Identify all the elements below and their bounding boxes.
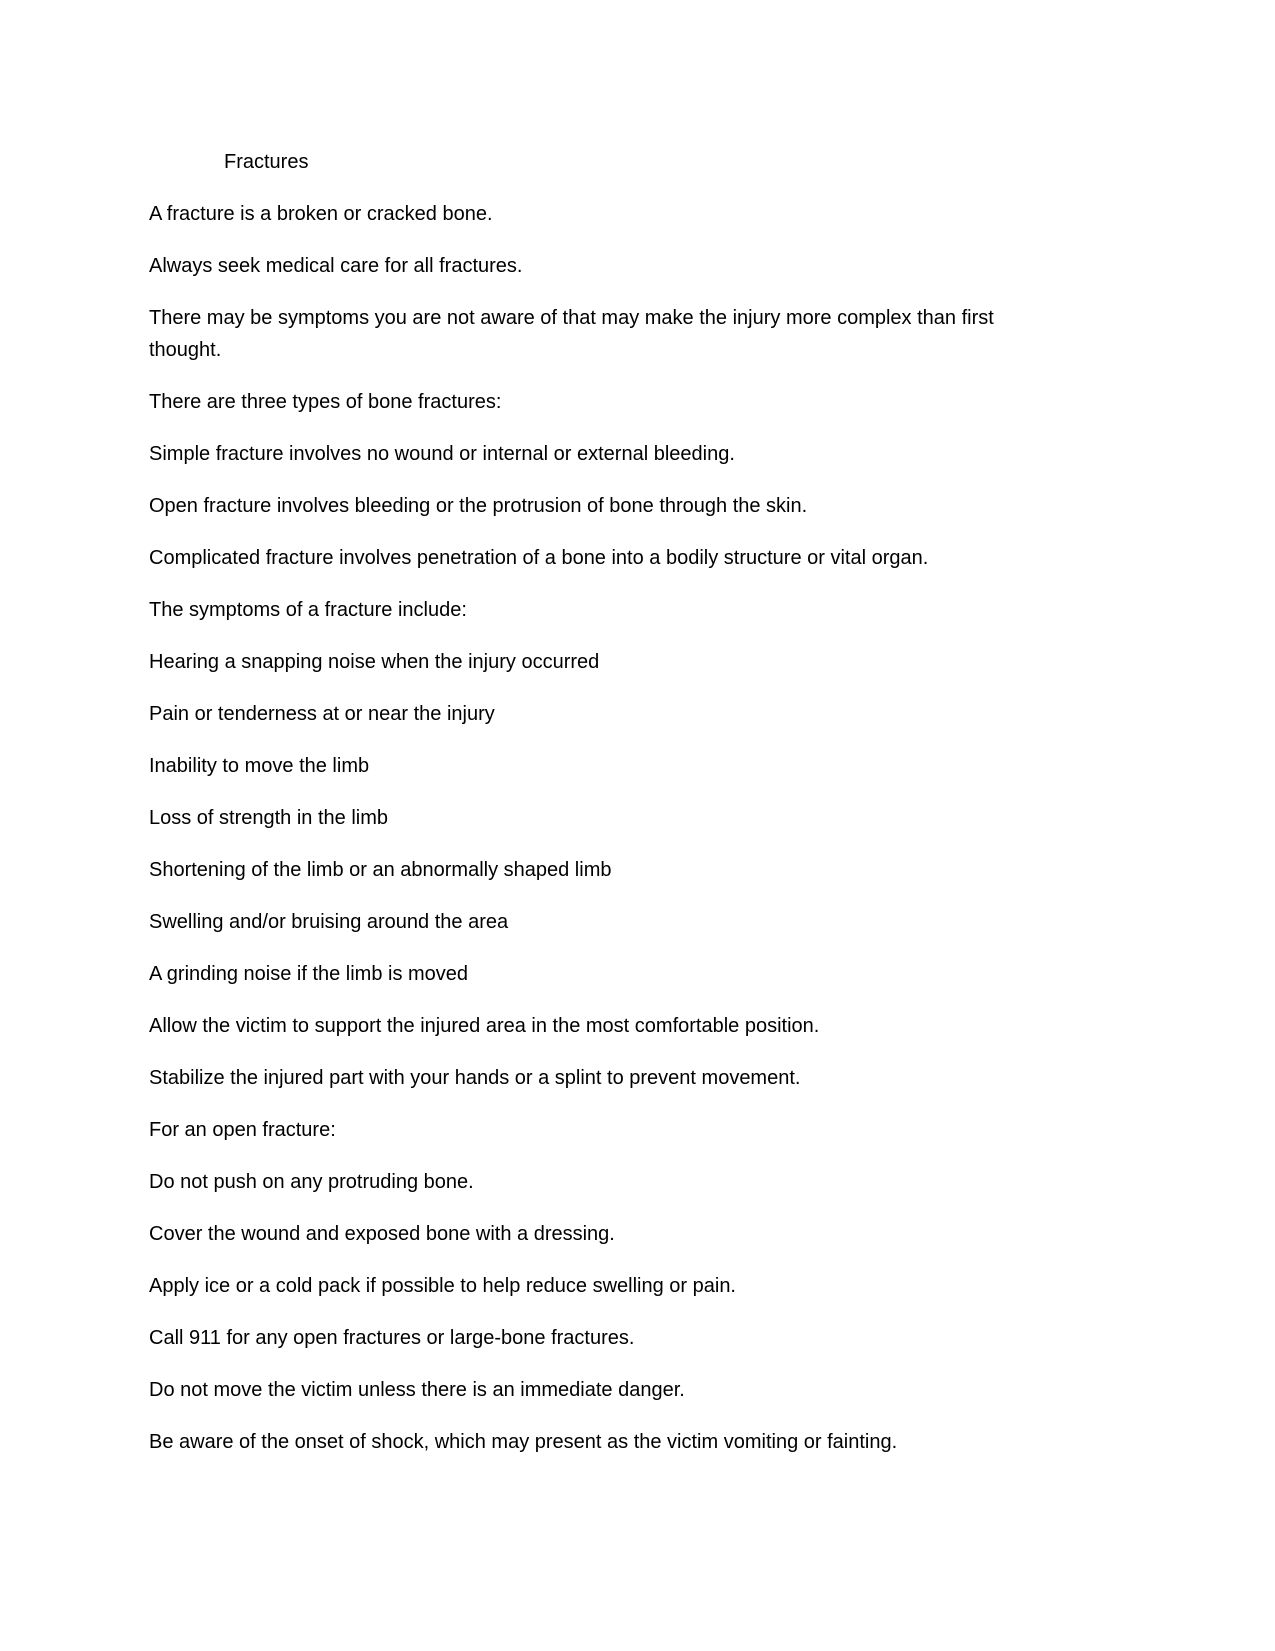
- paragraph: The symptoms of a fracture include:: [149, 599, 467, 621]
- paragraph: Complicated fracture involves penetration of a bone into a bodily structure or vital organ.: [149, 547, 929, 569]
- paragraph: For an open fracture:: [149, 1119, 336, 1141]
- paragraph: Loss of strength in the limb: [149, 807, 389, 829]
- paragraph: Be aware of the onset of shock, which may present as the victim vomiting or fainting.: [149, 1431, 898, 1453]
- paragraph: Hearing a snapping noise when the injury occurred: [149, 651, 600, 673]
- paragraph: Swelling and/or bruising around the area: [149, 911, 509, 933]
- paragraph: Shortening of the limb or an abnormally shaped limb: [149, 859, 612, 881]
- paragraph: There may be symptoms you are not aware of that may make the injury more complex than first thought.: [149, 307, 994, 361]
- paragraph: Always seek medical care for all fractures.: [149, 255, 523, 277]
- paragraph: Inability to move the limb: [149, 755, 370, 777]
- paragraph: Do not move the victim unless there is an immediate danger.: [149, 1379, 685, 1401]
- document-body: [149, 198, 1049, 1478]
- paragraph: There are three types of bone fractures:: [149, 391, 502, 413]
- paragraph: Apply ice or a cold pack if possible to help reduce swelling or pain.: [149, 1275, 736, 1297]
- paragraph: Allow the victim to support the injured area in the most comfortable position.: [149, 1015, 820, 1037]
- paragraph: Stabilize the injured part with your hands or a splint to prevent movement.: [149, 1067, 801, 1089]
- paragraph: Do not push on any protruding bone.: [149, 1171, 474, 1193]
- paragraph: Pain or tenderness at or near the injury: [149, 703, 495, 725]
- paragraph: Simple fracture involves no wound or internal or external bleeding.: [149, 443, 735, 465]
- paragraph: A fracture is a broken or cracked bone.: [149, 203, 493, 225]
- paragraph: Open fracture involves bleeding or the protrusion of bone through the skin.: [149, 495, 808, 517]
- document-title: Fractures: [224, 151, 309, 173]
- paragraph: Cover the wound and exposed bone with a dressing.: [149, 1223, 615, 1245]
- paragraph: Call 911 for any open fractures or large-bone fractures.: [149, 1327, 635, 1349]
- paragraph: A grinding noise if the limb is moved: [149, 963, 469, 985]
